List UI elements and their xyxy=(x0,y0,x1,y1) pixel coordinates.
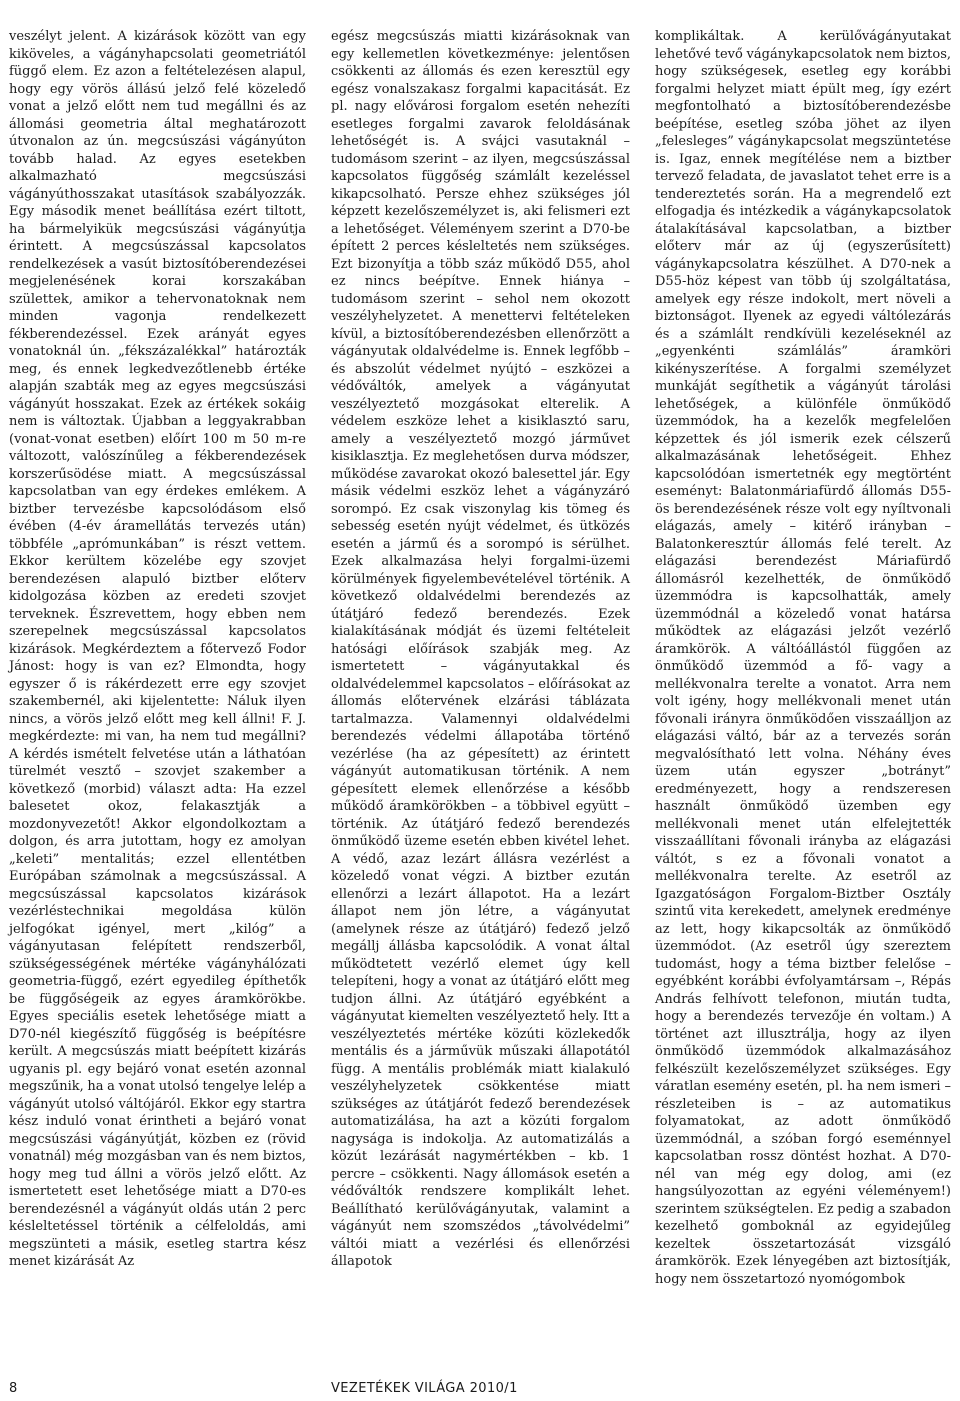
magazine-title: VEZETÉKEK VILÁGA 2010/1 xyxy=(331,1381,518,1396)
column-2-text: egész megcsúszás miatti kizárásoknak van egy kellemetlen következménye: jelentősen csökkenti az állomás és ezen keresztül egy egész vonalszakasz forgalmi kapacitását. Ez pl. nagy elővárosi forgalom esetén nehezíti esetleges forgalmi zavarok feloldásának lehetőségét is. A svájci vasutaknál – tudomásom szerint – az ilyen, megcsúszással kapcsolatos függőség számlált kezeléssel kikapcsolható. Persze ehhez szükséges jól képzett kezelőszemélyzet is, aki felismeri ezt a lehetőséget. Véleményem szerint a D70-be épített 2 perces késleltetés nem szükséges. Ezt bizonyítja a több száz működő D55, ahol ez nincs beépítve. Ennek hiánya – tudomásom szerint – sehol nem okozott veszélyhelyzetet. A menettervi feltételeken kívül, a biztosítóberendezésben ellenőrzött a vágányutak oldalvédelme is. Ennek legfőbb – és abszolút védelmet nyújtó – eszközei a védőváltók, amelyek a vágányutat veszélyeztető mozgásokat elterelik. A védelem eszköze lehet a kisiklasztó saru, amely a veszélyeztető mozgó járművet kisiklasztja. Ez meglehetősen durva módszer, működése zavarokat okozó balesettel jár. Egy másik védelmi eszköz lehet a vágányzáró sorompó. Ez csak viszonylag kis tömeg és sebesség esetén nyújt védelmet, és ütközés esetén a jármű és a sorompó is sérülhet. Ezek alkalmazása helyi forgalmi-üzemi körülmények figyelembevételével történik. A következő oldalvédelmi berendezés az útátjáró fedező berendezés. Ezek kialakításának módját és üzemi feltételeit hatósági előírások szabják meg. Az ismertetett – vágányutakkal és oldalvédelemmel kapcsolatos – előírásokat az állomás előtervének elzárási táblázata tartalmazza. Valamennyi oldalvédelmi berendezés védelmi állapotába történő vezérlése (ha az gépesített) az érintett vágányút automatikusan történik. A nem gépesített elemek ellenőrzése a később működő áramkörökben – a többivel együtt – történik. Az útátjáró fedező berendezés önműködő üzeme esetén ebben kivétel lehet. A védő, azaz lezárt állásra vezérlést a közeledő vonat végzi. A biztber ezután ellenőrzi a lezárt állapotot. Ha a lezárt állapot nem jön létre, a vágányutat (amelynek része az útátjáró) fedező jelző megállj állásba kapcsolódik. A vonat által működtetett vezérlő elemet úgy kell telepíteni, hogy a vonat az útátjáró előtt meg tudjon állni. Az útátjáró egyébként a vágányutat kiemelten veszélyeztető hely. Itt a veszélyeztetés mértéke közúti közlekedők mentális és a járművük műszaki állapotától függ. A mentális problémák miatt kialakuló veszélyhelyzetek csökkentése miatt szükséges az útátjárót fedező berendezések automatizálása, ha azt a közúti forgalom nagysága is indokolja. Az automatizálás a közút lezárását nagymértékben – kb. 1 percre – csökkenti. Nagy állomások esetén a védőváltók rendszere komplikált lehet. Beállítható kerülővágányutak, valamint a vágányút nem szomszédos „távolvédelmi” váltói miatt a vezérlési és ellenőrzési állapotok xyxy=(331,29,630,1269)
column-1-text: veszélyt jelent. A kizárások között van egy kiköveles, a vágányhapcsolati geometriától függő elem. Ez azon a feltételezésen alapul, hogy egy vörös állású jelző felé közeledő vonat a jelző előtt nem tud megállni és az állomási geometria által meghatározott útvonalon az ún. megcsúszási vágányúton tovább halad. Az egyes esetekben alkalmazható megcsúszási vágányúthosszakat utasítások szabályozzák. Egy második menet beállítása ezért tiltott, ha bármelyikük megcsúszási vágányútja érintett. A megcsúszással kapcsolatos rendelkezések a vasút biztosítóberendezései megjelenésének korai korszakában születtek, amikor a tehervonatoknak nem minden vagonja rendelkezett fékberendezéssel. Ezek arányát egyes vonatoknál ún. „fékszázalékkal” határozták meg, és ennek legkedvezőtlenebb értéke alapján szabták meg az egyes megcsúszási vágányút hosszakat. Ezek az értékek sokáig nem is változtak. Újabban a leggyakrabban (vonat-vonat esetben) előírt 100 m 50 m-re változott, valószínűleg a fékberendezések korszerűsödése miatt. A megcsúszással kapcsolatban van egy érdekes emlékem. A biztber tervezésbe kapcsolódásom első évében (4-év áramellátás tervezés után) többféle „aprómunkában” is részt vettem. Ekkor kerültem közelébe egy szovjet berendezésen alapuló biztber előterv kidolgozása közben az eredeti szovjet terveknek. Észrevettem, hogy ebben nem szerepelnek megcsúszással kapcsolatos kizárások. Megkérdeztem a főtervező Fodor Jánost: hogy is van ez? Elmondta, hogy egyszer ő is rákérdezett erre egy szovjet szakembernél, aki kijelentette: Náluk ilyen nincs, a vörös jelző előtt meg kell állni! F. J. megkérdezte: mi van, ha nem tud megállni? A kérdés ismételt felvetése után a láthatóan türelmét vesztő – szovjet szakember a következő (morbid) választ adta: Ha ezzel balesetet okoz, felakasztják a mozdonyvezetőt! Akkor elgondolkoztam a dolgon, és arra jutottam, hogy ez amolyan „keleti” mentalitás; ezzel ellentétben Európában számolnak a megcsúszással. A megcsúszással kapcsolatos kizárások vezérléstechnikai megoldása külön jelfogókat igényel, mert „kilóg” a vágányutasan felépített rendszerből, szükségességének mértéke vágányhálózati geometria-függő, ezért egyedileg építhetők be függőségeik az egyes áramkörökbe. Egyes speciális esetek lehetősége miatt a D70-nél kiegészítő függőség is beépítésre került. A megcsúszás miatt beépített kizárás ugyanis pl. egy bejáró vonat esetén azonnal megszűnik, ha a vonat utolsó tengelye lelép a vágányút utolsó váltójáról. Ekkor egy startra kész induló vonat érintheti a bejáró vonat megcsúszási vágányútját, közben ez (rövid vonatnál) még mozgásban van és nem biztos, hogy meg tud állni a vörös jelző előtt. Az ismertetett eset lehetősége miatt a D70-es berendezésnél a vágányút oldás után 2 perc késleltetéssel történik a célfeloldás, ami megszünteti a másik, esetleg startra kész menet kizárását Az xyxy=(9,29,306,1269)
text-column-1 xyxy=(9,28,306,1271)
column-3-text: komplikáltak. A kerülővágányutakat lehetővé tevő vágánykapcsolatok nem biztos, hogy szükségesek, esetleg egy korábbi forgalmi helyzet miatt épült meg, így ezért megfontolható a biztosítóberendezésbe beépítése, esetleg szóba jöhet az ilyen „felesleges” vágánykapcsolat megszüntetése is. Igaz, ennek megítélése nem a biztber tervező feladata, de javaslatot tehet erre is a tendereztetés során. Ha a megrendelő ezt elfogadja és intézkedik a vágánykapcsolatok átalakításával kapcsolatban, a biztber előterv már az új (egyszerűsített) vágánykapcsolatra készülhet. A D70-nek a D55-höz képest van több új szolgáltatása, amelyek egy része indokolt, mert növeli a biztonságot. Ilyenek az egyedi váltólezárás és a számlált rendkívüli kezeléseknél az „egyenkénti számlálás” áramköri kikényszerítése. A forgalmi személyzet munkáját segíthetik a vágányút tárolási lehetőségek, a különféle önműködő üzemmódok, ha a kezelők megfelelően képzettek és jól ismerik ezek célszerű alkalmazásának lehetőségeit. Ehhez kapcsolódóan ismertetnék egy megtörtént eseményt: Balatonmáriafürdő állomás D55-ös berendezésének része volt egy nyíltvonali elágazás, amely – kitérő irányban – Balatonkeresztúr állomás felé terelt. Az elágazási berendezést Máriafürdő állomásról kezelhették, de önműködő üzemmódra is kapcsolhatták, amely üzemmódnál a közeledő vonat határsa működtek az elágazási jelzőt vezérlő áramkörök. A váltóállástól függően az önműködő üzemmód a fő- vagy a mellékvonalra terelte a vonatot. Arra nem volt igény, hogy mellékvonali menet után fővonali irányra önműködően visszaálljon az elágazási váltó, bár az a tervezés során megvalósítható lett volna. Néhány éves üzem után egyszer „botrányt” eredményezett, hogy a rendszeresen használt önműködő üzemben egy mellékvonali menet után elfelejtették visszaállítani fővonali irányba az elágazási váltót, s ez a fővonali vonatot a mellékvonalra terelte. Az esetről az Igazgatóságon Forgalom-Biztber Osztály szintű vita kerekedett, amelynek eredménye az lett, hogy kikapcsolták az önműködő üzemmódot. (Az esetről úgy szereztem tudomást, hogy a téma biztber felelőse – egyébként korábbi évfolyamtársam –, Répás András felhívott telefonon, miután tudta, hogy a berendezés tervezője én voltam.) A történet azt illusztrálja, hogy az ilyen önműködő üzemmódok alkalmazásához felkészült kezelőszemélyzet szükséges. Egy váratlan esemény esetén, pl. ha nem ismeri – részleteiben is – az automatikus folyamatokat, az adott önműködő üzemmódnál, a szóban forgó eseménnyel kapcsolatban rossz döntést hozhat. A D70-nél van még egy dolog, ami (ez hangsúlyozottan az egyéni véleményem!) szerintem szükségtelen. Ez pedig a szabadon kezelhető gomboknál az egyidejűleg kezeltek összetartozását vizsgáló áramkörök. Ezek lényegében azt biztosítják, hogy nem összetartozó nyomógombok xyxy=(655,29,951,1287)
text-column-3 xyxy=(655,28,951,1288)
text-column-2 xyxy=(331,28,630,1271)
page-number: 8 xyxy=(9,1381,18,1396)
